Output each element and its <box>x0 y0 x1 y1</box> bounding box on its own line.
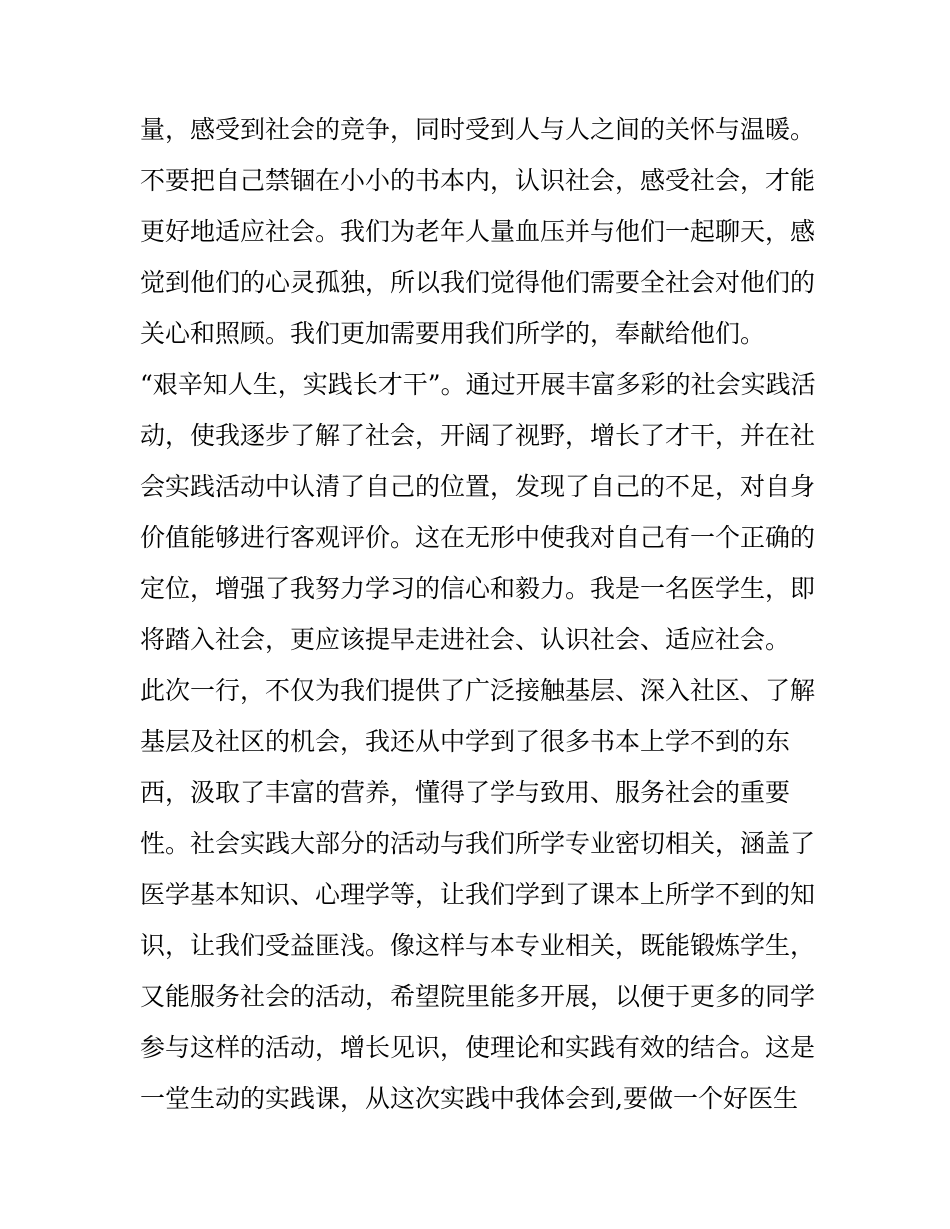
text-line-12: 此次一行，不仅为我们提供了广泛接触基层、深入社区、了解 <box>140 676 816 705</box>
text-line-8: 会实践活动中认清了自己的位置，发现了自己的不足，对自身 <box>140 472 816 501</box>
text-line-9: 价值能够进行客观评价。这在无形中使我对自己有一个正确的 <box>140 523 816 552</box>
text-line-7: 动，使我逐步了解了社会，开阔了视野，增长了才干，并在社 <box>140 421 816 450</box>
text-line-20: 一堂生动的实践课，从这次实践中我体会到,要做一个好医生 <box>140 1084 798 1113</box>
text-line-3: 更好地适应社会。我们为老年人量血压并与他们一起聊天，感 <box>140 217 816 246</box>
text-line-2: 不要把自己禁锢在小小的书本内，认识社会，感受社会，才能 <box>140 166 816 195</box>
text-line-16: 医学基本知识、心理学等，让我们学到了课本上所学不到的知 <box>140 880 816 909</box>
text-line-4: 觉到他们的心灵孤独，所以我们觉得他们需要全社会对他们的 <box>140 268 816 297</box>
text-line-1: 量，感受到社会的竞争，同时受到人与人之间的关怀与温暖。 <box>140 115 816 144</box>
body-text <box>140 104 830 1124</box>
text-line-10: 定位，增强了我努力学习的信心和毅力。我是一名医学生，即 <box>140 574 816 603</box>
text-line-17: 识，让我们受益匪浅。像这样与本专业相关，既能锻炼学生， <box>140 931 816 960</box>
text-line-11: 将踏入社会，更应该提早走进社会、认识社会、适应社会。 <box>140 625 791 654</box>
text-line-13: 基层及社区的机会，我还从中学到了很多书本上学不到的东 <box>140 727 791 756</box>
text-line-19: 参与这样的活动，增长见识，使理论和实践有效的结合。这是 <box>140 1033 816 1062</box>
text-line-5: 关心和照顾。我们更加需要用我们所学的，奉献给他们。 <box>140 319 766 348</box>
text-line-15: 性。社会实践大部分的活动与我们所学专业密切相关，涵盖了 <box>140 829 816 858</box>
text-line-18: 又能服务社会的活动，希望院里能多开展，以便于更多的同学 <box>140 982 816 1011</box>
text-line-14: 西，汲取了丰富的营养，懂得了学与致用、服务社会的重要 <box>140 778 791 807</box>
text-line-6: “艰辛知人生，实践长才干”。通过开展丰富多彩的社会实践活 <box>140 370 816 399</box>
